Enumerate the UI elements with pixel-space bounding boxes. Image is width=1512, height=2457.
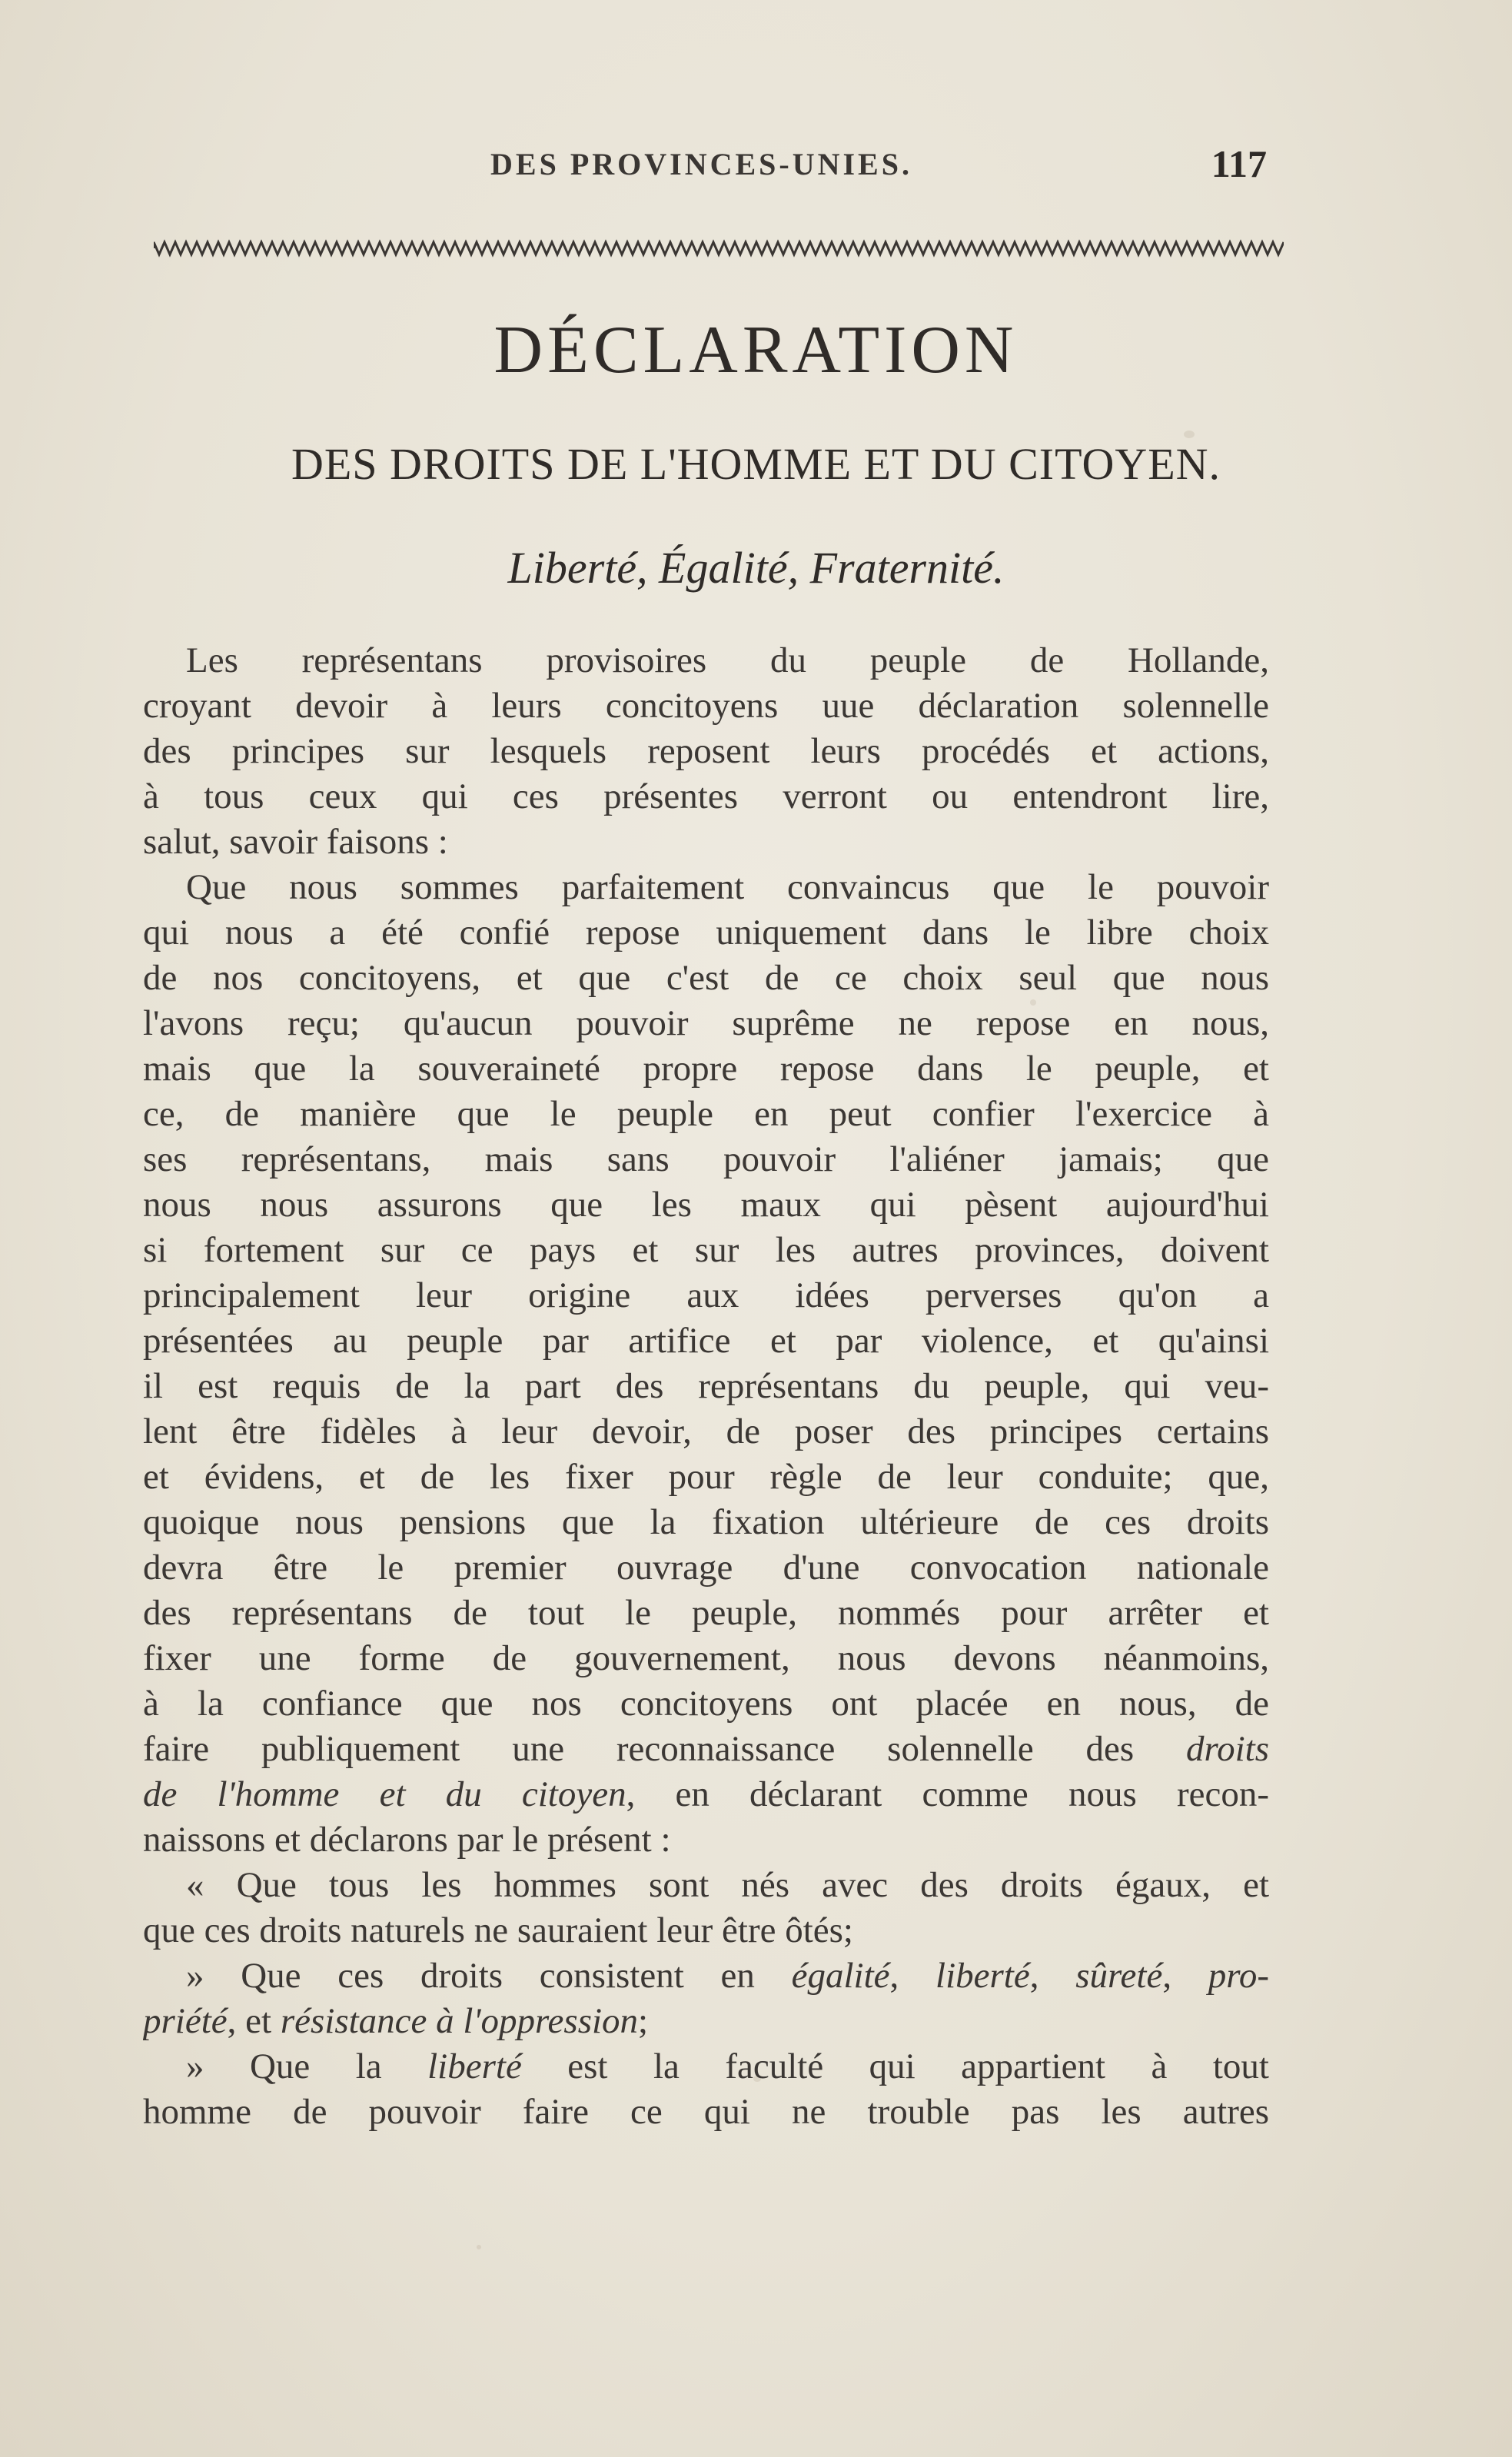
text-line xyxy=(143,774,1269,820)
text-segment: naissons et déclarons par le présent : xyxy=(143,1820,671,1860)
text-segment: , et xyxy=(227,2001,281,2041)
text-line xyxy=(143,1999,1269,2044)
text-line xyxy=(143,1409,1269,1455)
text-segment: Les représentans provisoires du peuple de Hollande, xyxy=(186,640,1269,680)
text-line xyxy=(143,1137,1269,1182)
text-line xyxy=(143,1364,1269,1409)
text-segment: , xyxy=(1029,1956,1076,1996)
text-segment: fixer une forme de gouvernement, nous devons néanmoins, xyxy=(143,1638,1269,1678)
text-segment: principalement leur origine aux idées perverses qu'on a xyxy=(143,1275,1269,1315)
paper-stain xyxy=(477,2245,481,2249)
text-segment: devra être le premier ouvrage d'une convocation nationale xyxy=(143,1548,1269,1588)
text-segment: faire publiquement une reconnaissance solennelle des xyxy=(143,1729,1187,1769)
italic-text: liberté xyxy=(427,2046,522,2086)
text-segment: ce, de manière que le peuple en peut confier l'exercice à xyxy=(143,1094,1269,1134)
italic-text: droits xyxy=(1186,1729,1269,1769)
text-segment: que ces droits naturels ne sauraient leur être ôtés; xyxy=(143,1910,853,1950)
italic-text: liberté xyxy=(935,1956,1030,1996)
text-segment: , xyxy=(1162,1956,1208,1996)
text-line xyxy=(143,2090,1269,2135)
text-line xyxy=(143,1182,1269,1228)
text-line xyxy=(143,1318,1269,1364)
text-line xyxy=(143,1500,1269,1545)
text-segment: est la faculté qui appartient à tout xyxy=(521,2046,1269,2086)
text-line xyxy=(143,956,1269,1001)
text-line xyxy=(143,1092,1269,1137)
italic-text: égalité xyxy=(791,1956,890,1996)
text-segment: Que nous sommes parfaitement convaincus que le pouvoir xyxy=(186,867,1269,907)
italic-text: de l'homme et du citoyen xyxy=(143,1774,626,1814)
declaration-subtitle: DES DROITS DE L'HOMME ET DU CITOYEN. xyxy=(291,439,1221,489)
text-line xyxy=(143,1228,1269,1273)
motto: Liberté, Égalité, Fraternité. xyxy=(507,543,1005,593)
text-segment: , en déclarant comme nous recon- xyxy=(626,1774,1269,1814)
italic-text: priété xyxy=(143,2001,228,2041)
text-line xyxy=(143,1953,1269,1999)
text-segment: si fortement sur ce pays et sur les autres provinces, doivent xyxy=(143,1230,1269,1270)
text-line xyxy=(143,865,1269,910)
text-segment: homme de pouvoir faire ce qui ne trouble pas les autres xyxy=(143,2092,1269,2132)
text-line xyxy=(143,1863,1269,1908)
page-number: 117 xyxy=(1211,142,1267,185)
text-line xyxy=(143,1681,1269,1727)
text-segment: » Que la xyxy=(186,2046,428,2086)
text-line xyxy=(143,1727,1269,1772)
text-line xyxy=(143,2044,1269,2090)
page-header xyxy=(145,142,1267,200)
text-segment: ses représentans, mais sans pouvoir l'aliéner jamais; que xyxy=(143,1139,1269,1179)
text-line xyxy=(143,1636,1269,1681)
text-segment: « Que tous les hommes sont nés avec des droits égaux, et xyxy=(186,1865,1269,1905)
text-line xyxy=(143,1545,1269,1591)
declaration-body xyxy=(143,638,1269,2135)
paper-stain xyxy=(1184,431,1195,438)
text-segment: présentées au peuple par artifice et par violence, et qu'ainsi xyxy=(143,1321,1269,1361)
text-line xyxy=(143,1591,1269,1636)
text-segment: quoique nous pensions que la fixation ultérieure de ces droits xyxy=(143,1502,1269,1542)
text-line xyxy=(143,910,1269,956)
italic-text: résistance à l'oppression xyxy=(280,2001,639,2041)
text-segment: nous nous assurons que les maux qui pèsent aujourd'hui xyxy=(143,1185,1269,1225)
text-segment: ; xyxy=(638,2001,649,2041)
text-line xyxy=(143,1273,1269,1318)
text-line xyxy=(143,1908,1269,1953)
text-segment: de nos concitoyens, et que c'est de ce choix seul que nous xyxy=(143,958,1269,998)
text-line xyxy=(143,638,1269,683)
text-line xyxy=(143,820,1269,865)
text-segment: salut, savoir faisons : xyxy=(143,822,448,862)
text-segment: l'avons reçu; qu'aucun pouvoir suprême ne repose en nous, xyxy=(143,1003,1269,1043)
text-segment: lent être fidèles à leur devoir, de poser des principes certains xyxy=(143,1411,1269,1451)
running-head: DES PROVINCES-UNIES. xyxy=(490,147,912,181)
text-segment: » Que ces droits consistent en xyxy=(186,1956,792,1996)
text-line xyxy=(143,1817,1269,1863)
text-line xyxy=(143,1455,1269,1500)
text-segment: des principes sur lesquels reposent leurs procédés et actions, xyxy=(143,731,1269,771)
ornamental-rule xyxy=(154,238,1284,258)
text-line xyxy=(143,729,1269,774)
italic-text: pro- xyxy=(1208,1956,1269,1996)
text-segment: à tous ceux qui ces présentes verront ou entendront lire, xyxy=(143,776,1269,816)
text-line xyxy=(143,1046,1269,1092)
text-line xyxy=(143,1001,1269,1046)
declaration-title: DÉCLARATION xyxy=(493,313,1019,387)
text-segment: à la confiance que nos concitoyens ont placée en nous, de xyxy=(143,1684,1269,1724)
italic-text: sûreté xyxy=(1075,1956,1163,1996)
text-segment: il est requis de la part des représentans du peuple, qui veu- xyxy=(143,1366,1269,1406)
text-segment: et évidens, et de les fixer pour règle de leur conduite; que, xyxy=(143,1457,1269,1497)
text-segment: croyant devoir à leurs concitoyens uue déclaration solennelle xyxy=(143,686,1269,726)
text-line xyxy=(143,1772,1269,1817)
text-segment: mais que la souveraineté propre repose dans le peuple, et xyxy=(143,1049,1269,1089)
text-segment: des représentans de tout le peuple, nommés pour arrêter et xyxy=(143,1593,1269,1633)
text-line xyxy=(143,683,1269,729)
text-segment: , xyxy=(889,1956,936,1996)
text-segment: qui nous a été confié repose uniquement dans le libre choix xyxy=(143,913,1269,953)
